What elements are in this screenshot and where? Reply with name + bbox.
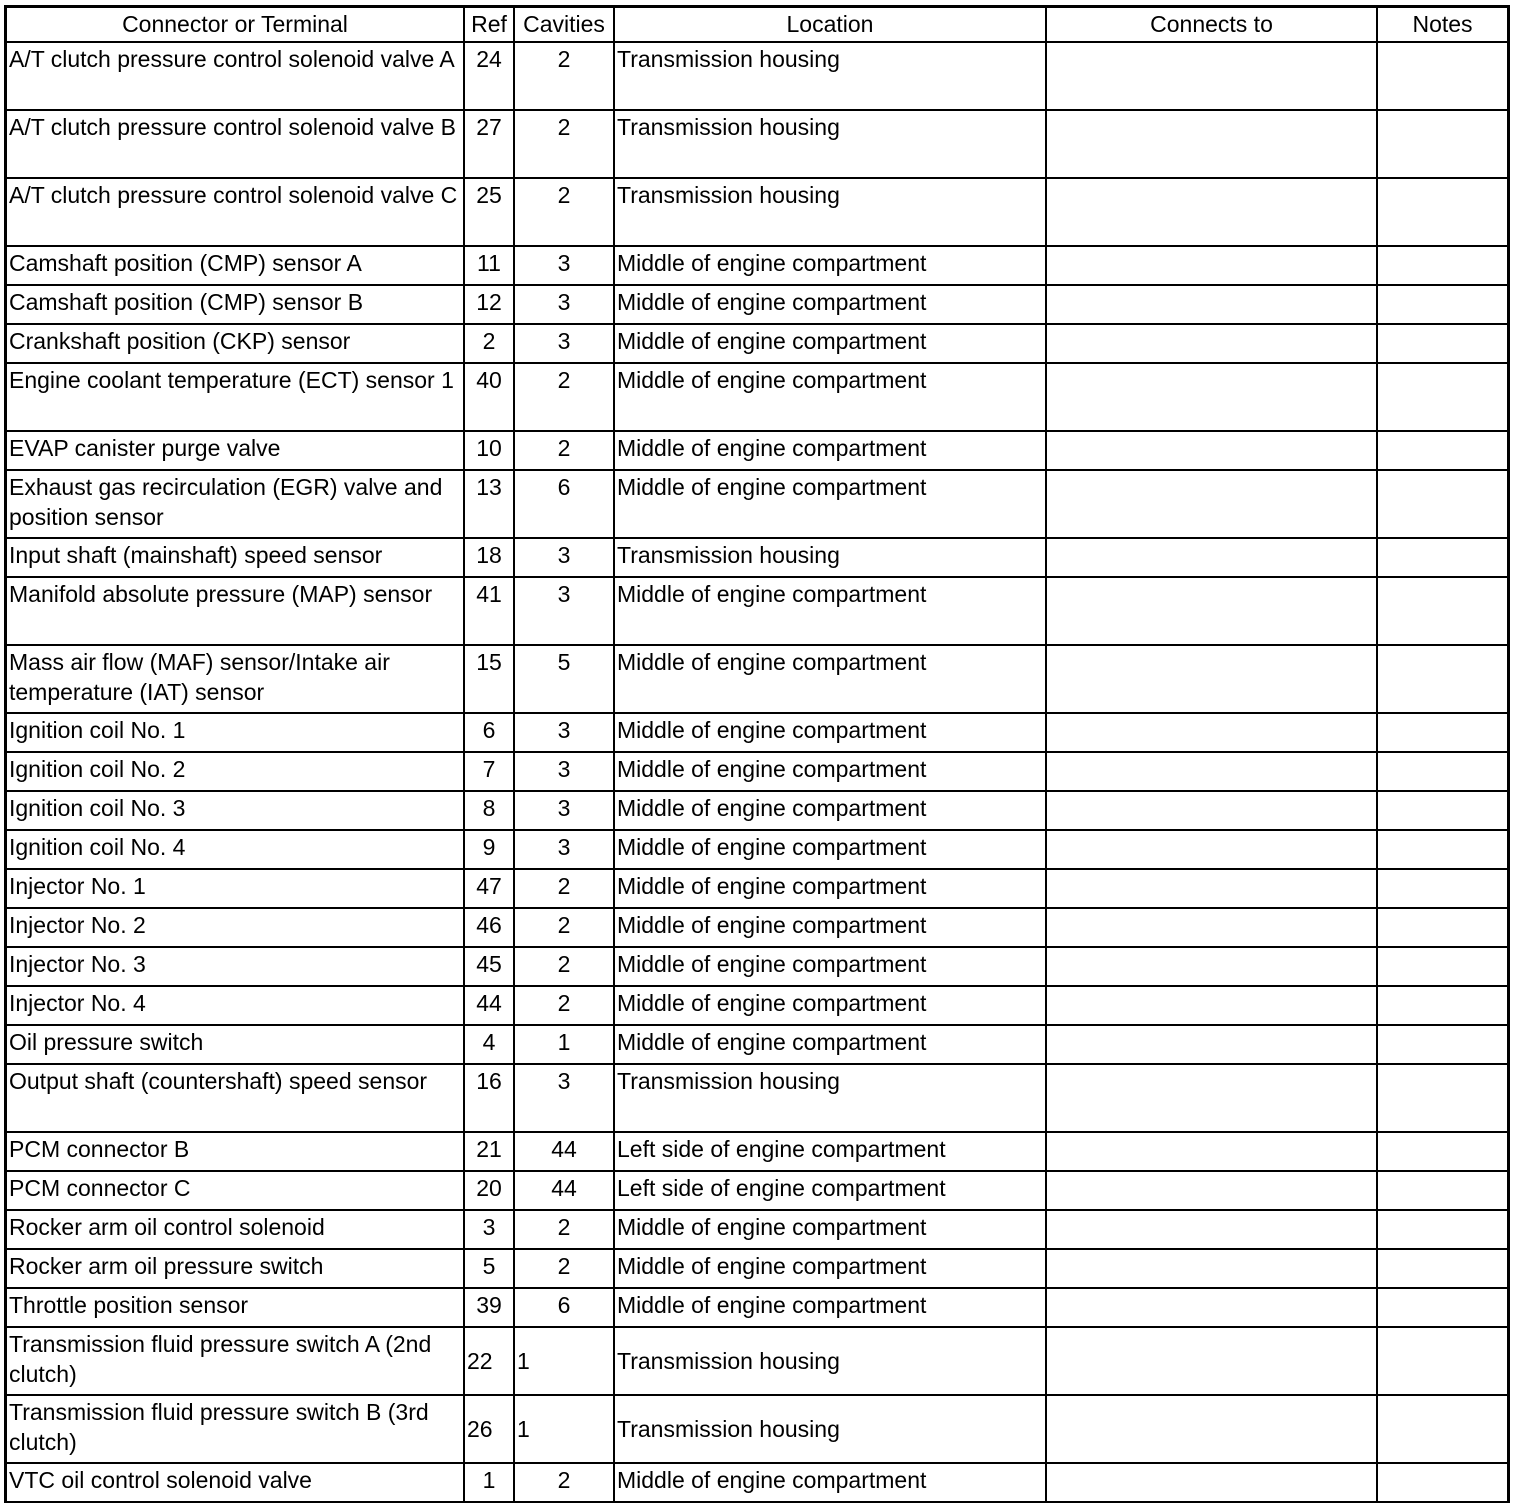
cell-connects-to [1046,908,1377,947]
cell-notes [1377,577,1508,645]
cell-connects-to [1046,1463,1377,1502]
cell-cavities: 2 [514,178,614,246]
table-row [6,1249,1508,1288]
cell-cavities: 5 [514,645,614,713]
cell-cavities: 2 [514,363,614,431]
cell-connector: Throttle position sensor [6,1288,464,1327]
cell-connector: Rocker arm oil pressure switch [6,1249,464,1288]
header-location: Location [614,7,1046,42]
table-row [6,42,1508,110]
cell-connector: A/T clutch pressure control solenoid valve B [6,110,464,178]
cell-location: Transmission housing [614,1395,1046,1463]
cell-connector: Ignition coil No. 1 [6,713,464,752]
cell-location: Middle of engine compartment [614,285,1046,324]
cell-ref: 3 [464,1210,514,1249]
cell-ref: 8 [464,791,514,830]
cell-notes [1377,947,1508,986]
cell-ref: 22 [464,1327,514,1395]
cell-connects-to [1046,324,1377,363]
cell-connects-to [1046,645,1377,713]
cell-connector: Camshaft position (CMP) sensor B [6,285,464,324]
cell-location: Middle of engine compartment [614,1249,1046,1288]
cell-notes [1377,1210,1508,1249]
table-row [6,1132,1508,1171]
cell-ref: 47 [464,869,514,908]
cell-location: Middle of engine compartment [614,791,1046,830]
cell-cavities: 3 [514,830,614,869]
cell-connector: A/T clutch pressure control solenoid valve C [6,178,464,246]
cell-notes [1377,110,1508,178]
cell-connects-to [1046,178,1377,246]
cell-ref: 13 [464,470,514,538]
cell-ref: 15 [464,645,514,713]
cell-connector: PCM connector C [6,1171,464,1210]
cell-connector: Rocker arm oil control solenoid [6,1210,464,1249]
cell-notes [1377,1025,1508,1064]
cell-ref: 10 [464,431,514,470]
table-row [6,538,1508,577]
cell-ref: 5 [464,1249,514,1288]
cell-location: Middle of engine compartment [614,1025,1046,1064]
cell-cavities: 1 [514,1025,614,1064]
header-connects-to: Connects to [1046,7,1377,42]
cell-connects-to [1046,110,1377,178]
cell-connects-to [1046,1132,1377,1171]
table-row [6,869,1508,908]
cell-connector: Oil pressure switch [6,1025,464,1064]
cell-connector: Injector No. 1 [6,869,464,908]
cell-ref: 16 [464,1064,514,1132]
cell-connector: Input shaft (mainshaft) speed sensor [6,538,464,577]
cell-connects-to [1046,1064,1377,1132]
cell-connects-to [1046,713,1377,752]
cell-location: Middle of engine compartment [614,1210,1046,1249]
cell-notes [1377,1327,1508,1395]
cell-ref: 27 [464,110,514,178]
cell-connects-to [1046,470,1377,538]
cell-cavities: 2 [514,908,614,947]
table-row [6,908,1508,947]
cell-location: Middle of engine compartment [614,470,1046,538]
table-row [6,470,1508,538]
cell-ref: 7 [464,752,514,791]
cell-ref: 44 [464,986,514,1025]
cell-ref: 25 [464,178,514,246]
cell-connects-to [1046,869,1377,908]
cell-connects-to [1046,285,1377,324]
table-row [6,431,1508,470]
cell-notes [1377,324,1508,363]
cell-location: Middle of engine compartment [614,947,1046,986]
cell-ref: 45 [464,947,514,986]
header-connector: Connector or Terminal [6,7,464,42]
cell-ref: 39 [464,1288,514,1327]
table-row [6,178,1508,246]
cell-ref: 1 [464,1463,514,1502]
table-row [6,324,1508,363]
cell-cavities: 2 [514,947,614,986]
cell-connects-to [1046,1327,1377,1395]
cell-location: Middle of engine compartment [614,324,1046,363]
cell-ref: 2 [464,324,514,363]
cell-ref: 18 [464,538,514,577]
cell-notes [1377,470,1508,538]
cell-ref: 4 [464,1025,514,1064]
cell-cavities: 2 [514,986,614,1025]
cell-connects-to [1046,577,1377,645]
cell-notes [1377,1463,1508,1502]
cell-connector: Engine coolant temperature (ECT) sensor 1 [6,363,464,431]
cell-ref: 6 [464,713,514,752]
cell-connects-to [1046,42,1377,110]
cell-notes [1377,538,1508,577]
cell-cavities: 6 [514,1288,614,1327]
cell-notes [1377,713,1508,752]
cell-location: Middle of engine compartment [614,986,1046,1025]
table-row [6,246,1508,285]
cell-notes [1377,830,1508,869]
cell-cavities: 2 [514,110,614,178]
cell-ref: 11 [464,246,514,285]
cell-notes [1377,1288,1508,1327]
cell-location: Middle of engine compartment [614,1288,1046,1327]
table-row [6,1463,1508,1502]
cell-location: Middle of engine compartment [614,577,1046,645]
cell-connector: Manifold absolute pressure (MAP) sensor [6,577,464,645]
cell-cavities: 44 [514,1132,614,1171]
cell-location: Middle of engine compartment [614,246,1046,285]
cell-connects-to [1046,1288,1377,1327]
table-row [6,363,1508,431]
cell-location: Middle of engine compartment [614,431,1046,470]
cell-cavities: 44 [514,1171,614,1210]
cell-location: Transmission housing [614,1327,1046,1395]
table-row [6,713,1508,752]
cell-cavities: 3 [514,246,614,285]
cell-connector: Injector No. 4 [6,986,464,1025]
cell-connector: PCM connector B [6,1132,464,1171]
cell-cavities: 2 [514,431,614,470]
cell-ref: 21 [464,1132,514,1171]
cell-notes [1377,1064,1508,1132]
cell-notes [1377,1171,1508,1210]
cell-location: Middle of engine compartment [614,713,1046,752]
cell-connector: A/T clutch pressure control solenoid valve A [6,42,464,110]
cell-ref: 41 [464,577,514,645]
cell-connector: VTC oil control solenoid valve [6,1463,464,1502]
cell-connects-to [1046,246,1377,285]
cell-cavities: 2 [514,869,614,908]
cell-ref: 20 [464,1171,514,1210]
cell-ref: 12 [464,285,514,324]
cell-location: Middle of engine compartment [614,908,1046,947]
cell-connects-to [1046,431,1377,470]
cell-connects-to [1046,947,1377,986]
cell-cavities: 3 [514,791,614,830]
cell-connector: Transmission fluid pressure switch B (3rd clutch) [6,1395,464,1463]
cell-notes [1377,1132,1508,1171]
cell-ref: 40 [464,363,514,431]
cell-notes [1377,431,1508,470]
cell-cavities: 3 [514,538,614,577]
cell-notes [1377,285,1508,324]
cell-cavities: 2 [514,1463,614,1502]
cell-notes [1377,908,1508,947]
cell-cavities: 2 [514,42,614,110]
cell-cavities: 2 [514,1210,614,1249]
cell-ref: 26 [464,1395,514,1463]
cell-ref: 46 [464,908,514,947]
cell-connects-to [1046,791,1377,830]
cell-location: Left side of engine compartment [614,1171,1046,1210]
cell-connector: Output shaft (countershaft) speed sensor [6,1064,464,1132]
table-row [6,1288,1508,1327]
cell-connector: Transmission fluid pressure switch A (2nd clutch) [6,1327,464,1395]
cell-connector: Ignition coil No. 3 [6,791,464,830]
cell-location: Left side of engine compartment [614,1132,1046,1171]
cell-notes [1377,1249,1508,1288]
cell-location: Middle of engine compartment [614,752,1046,791]
cell-location: Middle of engine compartment [614,645,1046,713]
table-row [6,1210,1508,1249]
cell-connects-to [1046,1171,1377,1210]
cell-connects-to [1046,830,1377,869]
cell-location: Middle of engine compartment [614,363,1046,431]
cell-cavities: 1 [514,1395,614,1463]
cell-notes [1377,1395,1508,1463]
cell-connector: Exhaust gas recirculation (EGR) valve and position sensor [6,470,464,538]
cell-location: Transmission housing [614,178,1046,246]
cell-notes [1377,42,1508,110]
cell-ref: 9 [464,830,514,869]
cell-connects-to [1046,363,1377,431]
cell-cavities: 3 [514,285,614,324]
cell-notes [1377,986,1508,1025]
table-row [6,986,1508,1025]
cell-notes [1377,363,1508,431]
cell-location: Transmission housing [614,110,1046,178]
cell-cavities: 3 [514,713,614,752]
cell-notes [1377,791,1508,830]
cell-location: Transmission housing [614,42,1046,110]
header-cavities: Cavities [514,7,614,42]
table-row [6,1025,1508,1064]
cell-ref: 24 [464,42,514,110]
cell-connects-to [1046,1249,1377,1288]
cell-connector: Camshaft position (CMP) sensor A [6,246,464,285]
cell-connects-to [1046,986,1377,1025]
cell-location: Transmission housing [614,538,1046,577]
table-row [6,830,1508,869]
cell-cavities: 3 [514,752,614,791]
cell-cavities: 6 [514,470,614,538]
cell-location: Middle of engine compartment [614,830,1046,869]
cell-cavities: 2 [514,1249,614,1288]
table-row [6,791,1508,830]
header-ref: Ref [464,7,514,42]
table-row [6,947,1508,986]
table-row [6,577,1508,645]
cell-connector: Ignition coil No. 4 [6,830,464,869]
cell-cavities: 3 [514,324,614,363]
cell-connector: Crankshaft position (CKP) sensor [6,324,464,363]
connector-table [5,6,1509,1503]
cell-connects-to [1046,1025,1377,1064]
cell-notes [1377,178,1508,246]
table-row [6,285,1508,324]
cell-location: Middle of engine compartment [614,869,1046,908]
table-row [6,1327,1508,1395]
cell-notes [1377,752,1508,791]
table-row [6,752,1508,791]
cell-connector: EVAP canister purge valve [6,431,464,470]
cell-notes [1377,246,1508,285]
cell-notes [1377,645,1508,713]
cell-notes [1377,869,1508,908]
table-row [6,1395,1508,1463]
cell-connects-to [1046,1395,1377,1463]
cell-connector: Injector No. 2 [6,908,464,947]
cell-cavities: 1 [514,1327,614,1395]
cell-connects-to [1046,538,1377,577]
cell-cavities: 3 [514,577,614,645]
cell-location: Middle of engine compartment [614,1463,1046,1502]
cell-location: Transmission housing [614,1064,1046,1132]
table-row [6,110,1508,178]
cell-connector: Ignition coil No. 2 [6,752,464,791]
header-notes: Notes [1377,7,1508,42]
table-header-row [6,7,1508,42]
table-row [6,1171,1508,1210]
cell-connects-to [1046,1210,1377,1249]
table-row [6,1064,1508,1132]
cell-cavities: 3 [514,1064,614,1132]
cell-connector: Injector No. 3 [6,947,464,986]
table-row [6,645,1508,713]
cell-connector: Mass air flow (MAF) sensor/Intake air temperature (IAT) sensor [6,645,464,713]
cell-connects-to [1046,752,1377,791]
